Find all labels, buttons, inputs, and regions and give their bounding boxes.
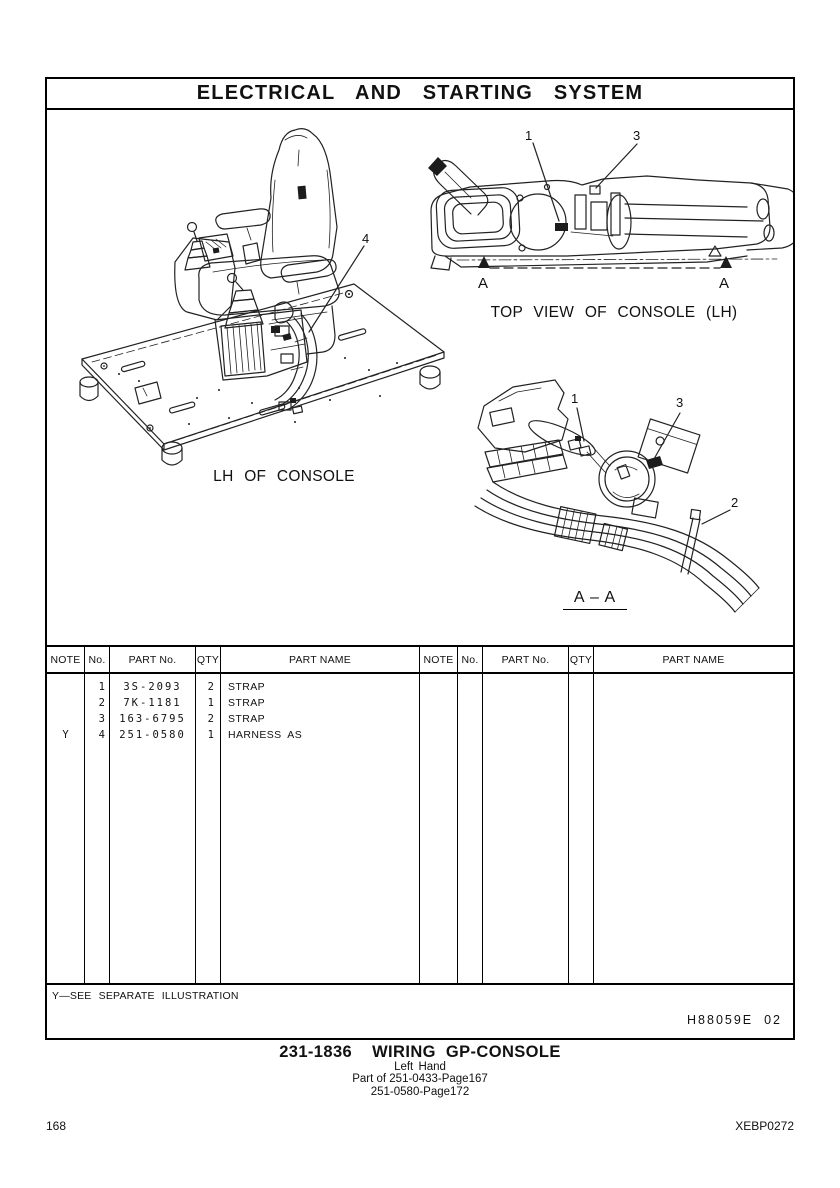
- form-code: XEBP0272: [735, 1119, 794, 1133]
- no-cell: 3: [98, 713, 105, 725]
- callout-3-section-aa: 3: [676, 395, 684, 410]
- header-qty-2: QTY: [569, 647, 594, 672]
- callout-4-lh-console: 4: [362, 231, 370, 246]
- no-cell: 2: [98, 697, 105, 709]
- column-no: [85, 674, 110, 983]
- part-subtitle: Left Hand: [394, 1061, 446, 1073]
- part-name-cell: STRAP: [228, 697, 266, 709]
- part-title: 231-1836 WIRING GP-CONSOLE: [279, 1043, 561, 1061]
- qty-cell: 1: [207, 729, 214, 741]
- callout-1-section-aa: 1: [571, 391, 579, 406]
- column-part-no: [110, 674, 196, 983]
- illustrations-svg: [47, 110, 793, 645]
- section-arrow-label-right: A: [719, 275, 730, 292]
- header-no: No.: [85, 647, 110, 672]
- part-reference-2: 251-0580-Page172: [370, 1085, 470, 1098]
- part-no-cell: 251-0580: [119, 729, 186, 741]
- table-footer: [47, 985, 793, 1037]
- note-cell: [47, 679, 84, 695]
- no-cell: 1: [98, 681, 105, 693]
- qty-cell: 2: [207, 713, 214, 725]
- top-view-console-drawing: [428, 143, 793, 270]
- qty-cell: 1: [207, 697, 214, 709]
- column-part-name: [221, 674, 420, 983]
- column-part-name-2: [594, 674, 793, 983]
- header-part-name: PART NAME: [221, 647, 420, 672]
- header-part-name-2: PART NAME: [662, 653, 725, 666]
- parts-table-body: [47, 674, 793, 985]
- qty-cell: 2: [207, 681, 214, 693]
- column-note-2: [420, 674, 458, 983]
- header-qty: QTY: [196, 647, 221, 672]
- lh-console-drawing: [80, 129, 444, 465]
- sheet-border-box: [45, 77, 795, 1040]
- revision-code: H88059E 02: [687, 1013, 782, 1027]
- section-arrow-label-left: A: [478, 275, 489, 292]
- note-legend: Y—SEE SEPARATE ILLUSTRATION: [52, 990, 239, 1002]
- callout-2-section-aa: 2: [731, 495, 739, 510]
- column-qty: [196, 674, 221, 983]
- part-no-cell: 7K-1181: [123, 697, 182, 709]
- header-part-no: PART No.: [110, 647, 196, 672]
- header-no-2: No.: [458, 647, 483, 672]
- illustration-area: [47, 110, 793, 645]
- note-cell: [47, 711, 84, 727]
- note-cell: Y: [62, 729, 69, 741]
- column-note: [47, 674, 85, 983]
- no-cell: 4: [98, 729, 105, 741]
- part-reference-1: Part of 251-0433-Page167: [352, 1073, 488, 1085]
- part-name-cell: HARNESS AS: [228, 729, 303, 741]
- part-no-cell: 3S-2093: [123, 681, 182, 693]
- column-qty-2: [569, 674, 594, 983]
- callout-1-top-view: 1: [525, 128, 533, 143]
- section-aa-caption: A – A: [563, 589, 627, 610]
- lh-console-caption: LH OF CONSOLE: [213, 468, 355, 485]
- page-number: 168: [46, 1119, 67, 1133]
- page-title: ELECTRICAL AND STARTING SYSTEM: [196, 82, 644, 104]
- part-caption-block: [0, 1044, 840, 1098]
- top-view-caption: TOP VIEW OF CONSOLE (LH): [490, 304, 738, 321]
- part-no-cell: 163-6795: [119, 713, 186, 725]
- header-part-no-2: PART No.: [483, 647, 569, 672]
- system-title-bar: [47, 79, 793, 110]
- part-name-cell: STRAP: [228, 681, 266, 693]
- callout-3-top-view: 3: [633, 128, 641, 143]
- part-name-cell: STRAP: [228, 713, 266, 725]
- column-part-no-2: [483, 674, 569, 983]
- section-aa-drawing: [475, 380, 759, 612]
- header-note: NOTE: [47, 647, 85, 672]
- header-note-2: NOTE: [420, 647, 458, 672]
- parts-table-header: [47, 645, 793, 674]
- note-cell: [47, 695, 84, 711]
- column-no-2: [458, 674, 483, 983]
